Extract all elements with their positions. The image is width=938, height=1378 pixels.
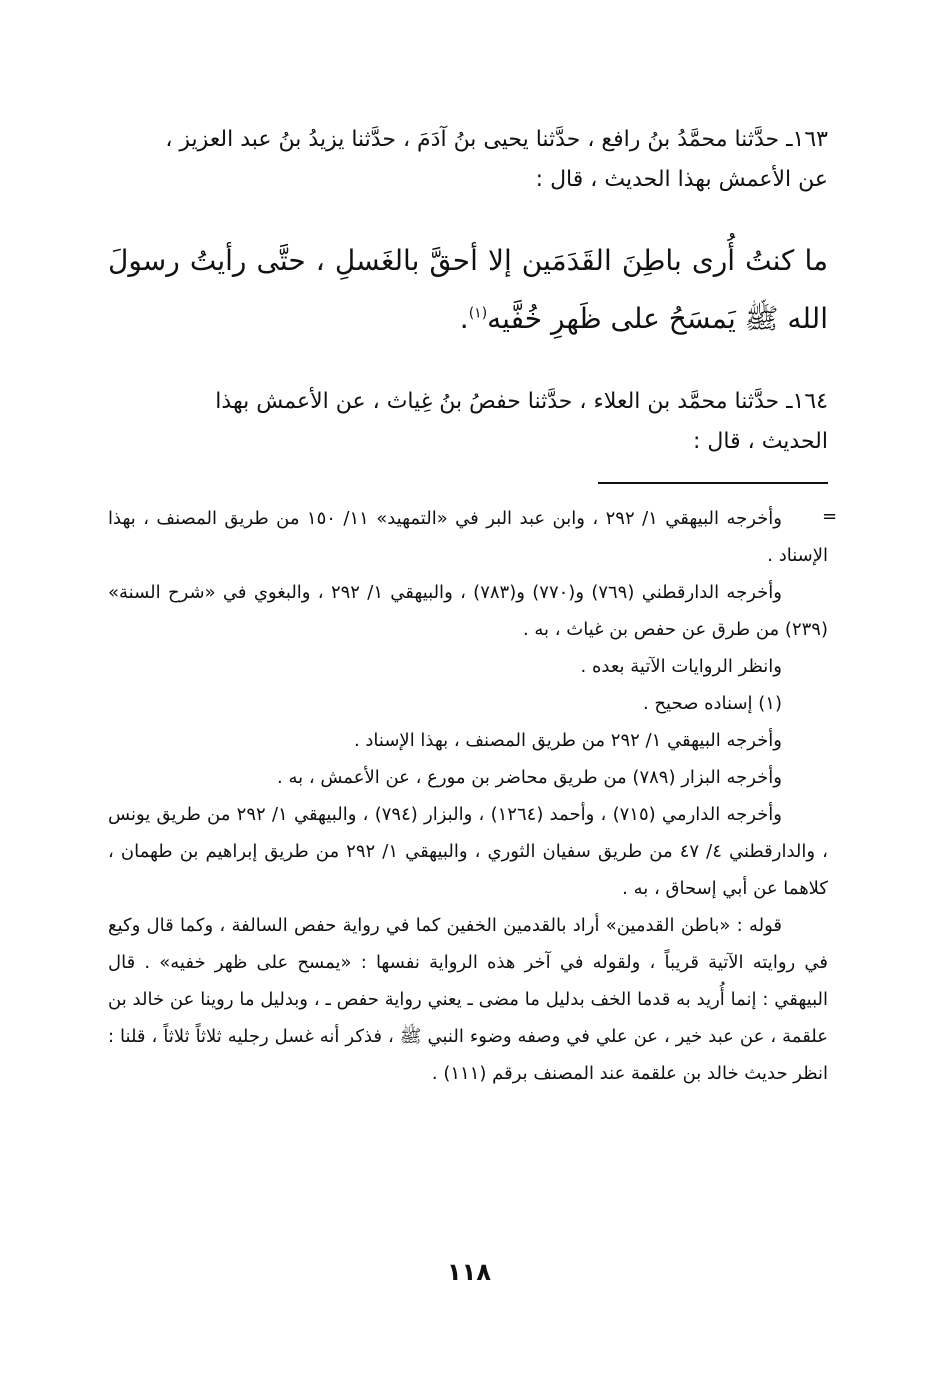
- hadith-164-line2: الحديث ، قال :: [693, 429, 828, 454]
- footnote-separator: [598, 482, 828, 484]
- hadith-163-line1: ١٦٣ـ حدَّثنا محمَّدُ بنُ رافع ، حدَّثنا يحيى بنُ آدَمَ ، حدَّثنا يزيدُ بنُ عبد العزيز ،: [165, 127, 828, 152]
- hadith-164-line1: ١٦٤ـ حدَّثنا محمَّد بن العلاء ، حدَّثنا حفصُ بنُ غِياث ، عن الأعمش بهذا: [215, 389, 828, 414]
- page-number: ١١٨: [447, 1258, 491, 1286]
- footnote-paragraph: وأخرجه الدارقطني (٧٦٩) و(٧٧٠) و(٧٨٣) ، والبيهقي ١/ ٢٩٢ ، والبغوي في «شرح السنة» (٢٣٩) من طرق عن حفص بن غياث ، به .: [108, 582, 828, 640]
- footnote-paragraph: وأخرجه البزار (٧٨٩) من طريق محاضر بن مورع ، عن الأعمش ، به .: [277, 767, 782, 788]
- hadith-163-isnad: [108, 120, 828, 200]
- footnote-paragraph: وأخرجه البيهقي ١/ ٢٩٢ من طريق المصنف ، بهذا الإسناد .: [353, 730, 782, 751]
- hadith-163-matn: [108, 232, 828, 348]
- hadith-163-line2: عن الأعمش بهذا الحديث ، قال :: [535, 167, 828, 192]
- footnotes: [108, 500, 828, 1092]
- footnote-paragraph: (١) إسناده صحيح .: [642, 693, 782, 714]
- hadith-163-matn-end: .: [459, 302, 469, 335]
- footnote-paragraph: قوله : «باطن القدمين» أراد بالقدمين الخفين كما في رواية حفص السالفة ، وكما قال وكيع في روايته الآتية قريباً ، ولقوله في آخر هذه الرواية نفسها : «يمسح على ظهر خفيه» . قال البيهقي : إنما أُريد به قدما الخف بدليل ما مضى ـ يعني رواية حفص ـ ، وبدليل ما روينا عن خالد بن علقمة ، عن عبد خير ، عن علي في وصفه وضوء النبي ﷺ ، فذكر أنه غسل رجليه ثلاثاً ثلاثاً ، قلنا : انظر حديث خالد بن علقمة عند المصنف برقم (١١١) .: [108, 915, 828, 1084]
- hadith-164-isnad: [108, 382, 828, 462]
- footnote-continuation-mark: =: [822, 506, 838, 527]
- footnote-ref-1: (١): [468, 305, 488, 322]
- footnote-paragraph: وأخرجه الدارمي (٧١٥) ، وأحمد (١٢٦٤) ، والبزار (٧٩٤) ، والبيهقي ١/ ٢٩٢ من طريق يونس ، والدارقطني ٤/ ٤٧ من طريق سفيان الثوري ، والبيهقي ١/ ٢٩٢ من طريق إبراهيم بن طهمان ، كلاهما عن أبي إسحاق ، به .: [108, 804, 828, 899]
- hadith-163-matn-text: ما كنتُ أُرى باطِنَ القَدَمَين إلا أحقَّ بالغَسلِ ، حتَّى رأيتُ رسولَ الله ﷺ يَمسَحُ على ظَهرِ خُفَّيه: [108, 244, 828, 335]
- footnote-paragraph: وأخرجه البيهقي ١/ ٢٩٢ ، وابن عبد البر في «التمهيد» ١١/ ١٥٠ من طريق المصنف ، بهذا الإسناد .: [108, 508, 828, 566]
- footnote-paragraph: وانظر الروايات الآتية بعده .: [580, 656, 782, 677]
